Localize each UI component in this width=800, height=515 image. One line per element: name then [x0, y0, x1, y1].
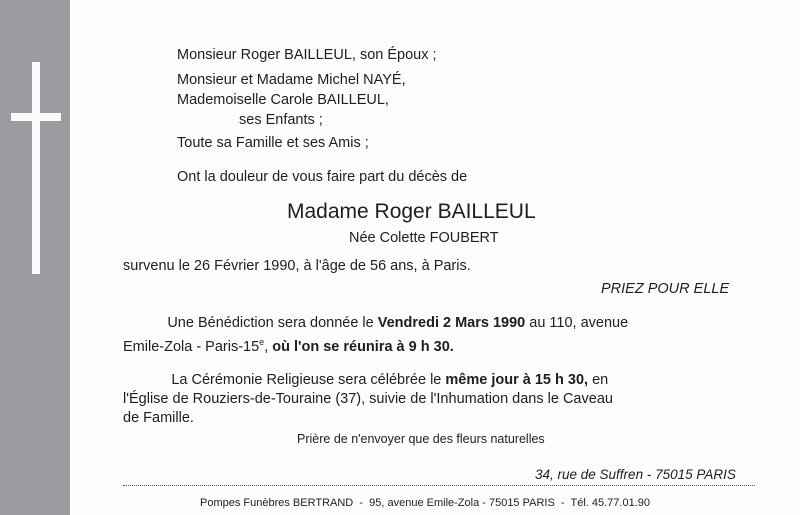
blessing-text-2: au 110, avenue: [525, 315, 629, 331]
flowers-request: Prière de n'envoyer que des fleurs naturelles: [297, 432, 545, 446]
cross-icon-bar: [11, 113, 61, 121]
ceremony-line-1: [123, 371, 755, 389]
family-line-children-label: ses Enfants ;: [239, 112, 323, 128]
ceremony-line-3: de Famille.: [123, 410, 194, 426]
blessing-separator: ,: [264, 338, 273, 355]
blessing-date: Vendredi 2 Mars 1990: [377, 315, 526, 331]
family-line-children-1: Monsieur et Madame Michel NAYÉ,: [177, 72, 406, 88]
blessing-meeting-time: où l'on se réunira à 9 h 30.: [272, 338, 454, 355]
prayer-text: PRIEZ POUR ELLE: [601, 281, 730, 297]
family-line-relatives: Toute sa Famille et ses Amis ;: [177, 135, 369, 151]
ceremony-text-2: en: [588, 372, 609, 388]
announcement-text: Ont la douleur de vous faire part du décès de: [177, 169, 468, 185]
blessing-text-1: Une Bénédiction sera donnée le: [167, 315, 378, 331]
family-address: 34, rue de Suffren - 75015 PARIS: [535, 467, 736, 482]
funeral-home-footer: Pompes Funèbres BERTRAND - 95, avenue Emile-Zola - 75015 PARIS - Tél. 45.77.01.90: [200, 497, 650, 509]
blessing-address: Emile-Zola - Paris-15: [123, 338, 260, 355]
divider-line: [123, 485, 755, 486]
left-gray-band: [0, 0, 70, 515]
family-line-children-2: Mademoiselle Carole BAILLEUL,: [177, 92, 389, 108]
deceased-name: Madame Roger BAILLEUL: [287, 200, 536, 223]
blessing-line-1: [123, 314, 755, 332]
blessing-line-2: [123, 333, 454, 356]
cross-icon: [32, 62, 40, 274]
ceremony-text-1: La Cérémonie Religieuse sera célébrée le: [171, 372, 446, 388]
death-details: survenu le 26 Février 1990, à l'âge de 56 ans, à Paris.: [123, 258, 471, 274]
blessing-address-sup: e: [259, 337, 265, 347]
ceremony-line-2: l'Église de Rouziers-de-Touraine (37), suivie de l'Inhumation dans le Caveau: [123, 391, 613, 407]
deceased-maiden-name: Née Colette FOUBERT: [349, 230, 499, 246]
family-line-husband: Monsieur Roger BAILLEUL, son Époux ;: [177, 47, 437, 63]
ceremony-time: même jour à 15 h 30,: [445, 372, 589, 388]
